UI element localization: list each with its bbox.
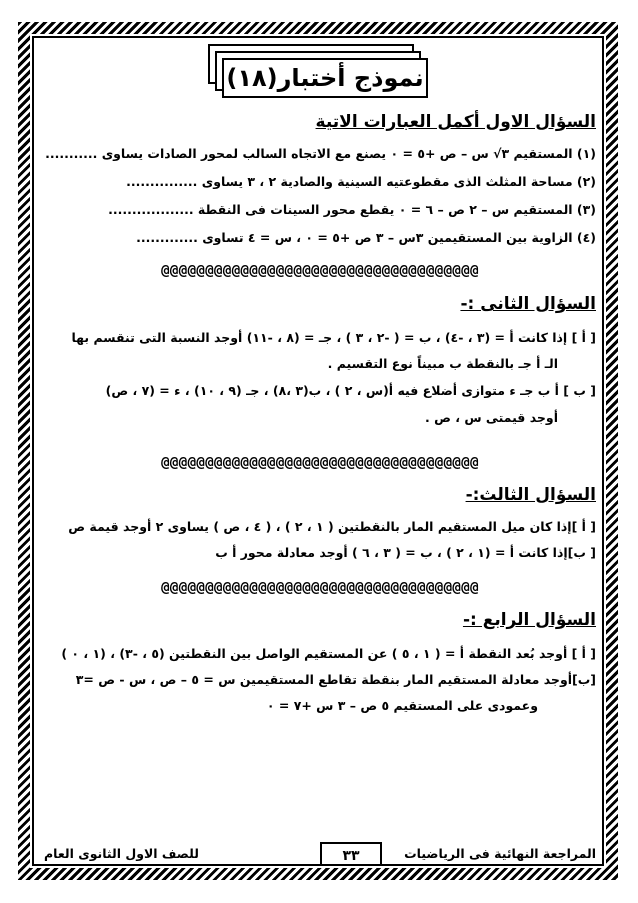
page-number: ٣٣ [320,842,382,866]
q2-heading: السؤال الثانى :- [460,294,596,314]
q1-item-2: (٢) مساحة المثلث الذى مقطوعتيه السينية والصادية ٢ ، ٣ يساوى ............... [126,174,596,189]
footer [44,842,596,868]
q1-item-1: (١) المستقيم ٣√ س – ص +٥ = ٠ يصنع مع الاتجاه السالب لمحور الصادات يساوى ........... [45,146,596,161]
q2-item-a: [ أ ] إذا كانت أ = (٣ ، -٤) ، ب = ( -٢ ، ٣ ) ، جـ = (٨ ، -١١) أوجد النسبة التى تنقسم بها [71,330,596,345]
q1-section [44,112,596,245]
separator-1: @@@@@@@@@@@@@@@@@@@@@@@@@@@@@@@@@@@@ [161,263,479,279]
separator-3: @@@@@@@@@@@@@@@@@@@@@@@@@@@@@@@@@@@@ [161,580,479,596]
q4-item-b: [ب]أوجد معادلة المستقيم المار بنقطة تقاطع المستقيمين س = ٥ – ص ، س - ص =٣ [75,672,596,687]
q2-item-b: [ ب ] أ ب جـ ء متوازى أضلاع فيه أ(س ، ٢ ) ، ب(٣ ،٨) ، جـ (٩ ، ١٠) ، ء = (٧ ، ص) [105,383,596,398]
q2-item-a-cont: الـ أ جـ بالنقطة ب مبيناً نوع التقسيم . [327,356,558,371]
q4-item-b-cont: وعمودى على المستقيم ٥ ص – ٣ س +٧ = ٠ [266,698,538,713]
q3-item-a: [ أ ]إذا كان ميل المستقيم المار بالنقطتين ( ١ ، ٢ ) ، ( ٤ ، ص ) يساوى ٢ أوجد قيمة ص [68,519,596,534]
q1-heading: السؤال الاول أكمل العبارات الاتية [315,112,596,132]
q2-section [44,294,596,425]
q2-item-b-cont: أوجد قيمتى س ، ص . [424,410,558,425]
q3-item-b: [ ب]إذا كانت أ = (١ ، ٢ ) ، ب = ( ٣ ، ٦ ) أوجد معادلة محور أ ب [215,545,596,560]
q1-item-3: (٣) المستقيم س – ٢ ص – ٦ = ٠ يقطع محور السينات فى النقطة .................. [108,202,596,217]
q4-item-a: [ أ ] أوجد بُعد النقطة أ = ( ١ ، ٥ ) عن المستقيم الواصل بين النقطتين (٥ ، -٣) ، (١ ، ٠ ) [61,646,596,661]
exam-title: نموذج أختبار(١٨) [222,58,428,98]
q4-section [44,610,596,713]
footer-grade: للصف الاول الثانوى العام [44,846,199,861]
footer-subject: المراجعة النهائية فى الرياضيات [404,846,596,861]
q3-section [44,485,596,560]
title-stack [208,44,458,106]
separator-2: @@@@@@@@@@@@@@@@@@@@@@@@@@@@@@@@@@@@ [161,455,479,471]
q4-heading: السؤال الرابع :- [462,610,596,630]
q1-item-4: (٤) الزاوية بين المستقيمين ٣س – ٣ ص +٥ = ٠ ، س = ٤ تساوى ............. [136,230,596,245]
q3-heading: السؤال الثالث:- [465,485,596,505]
